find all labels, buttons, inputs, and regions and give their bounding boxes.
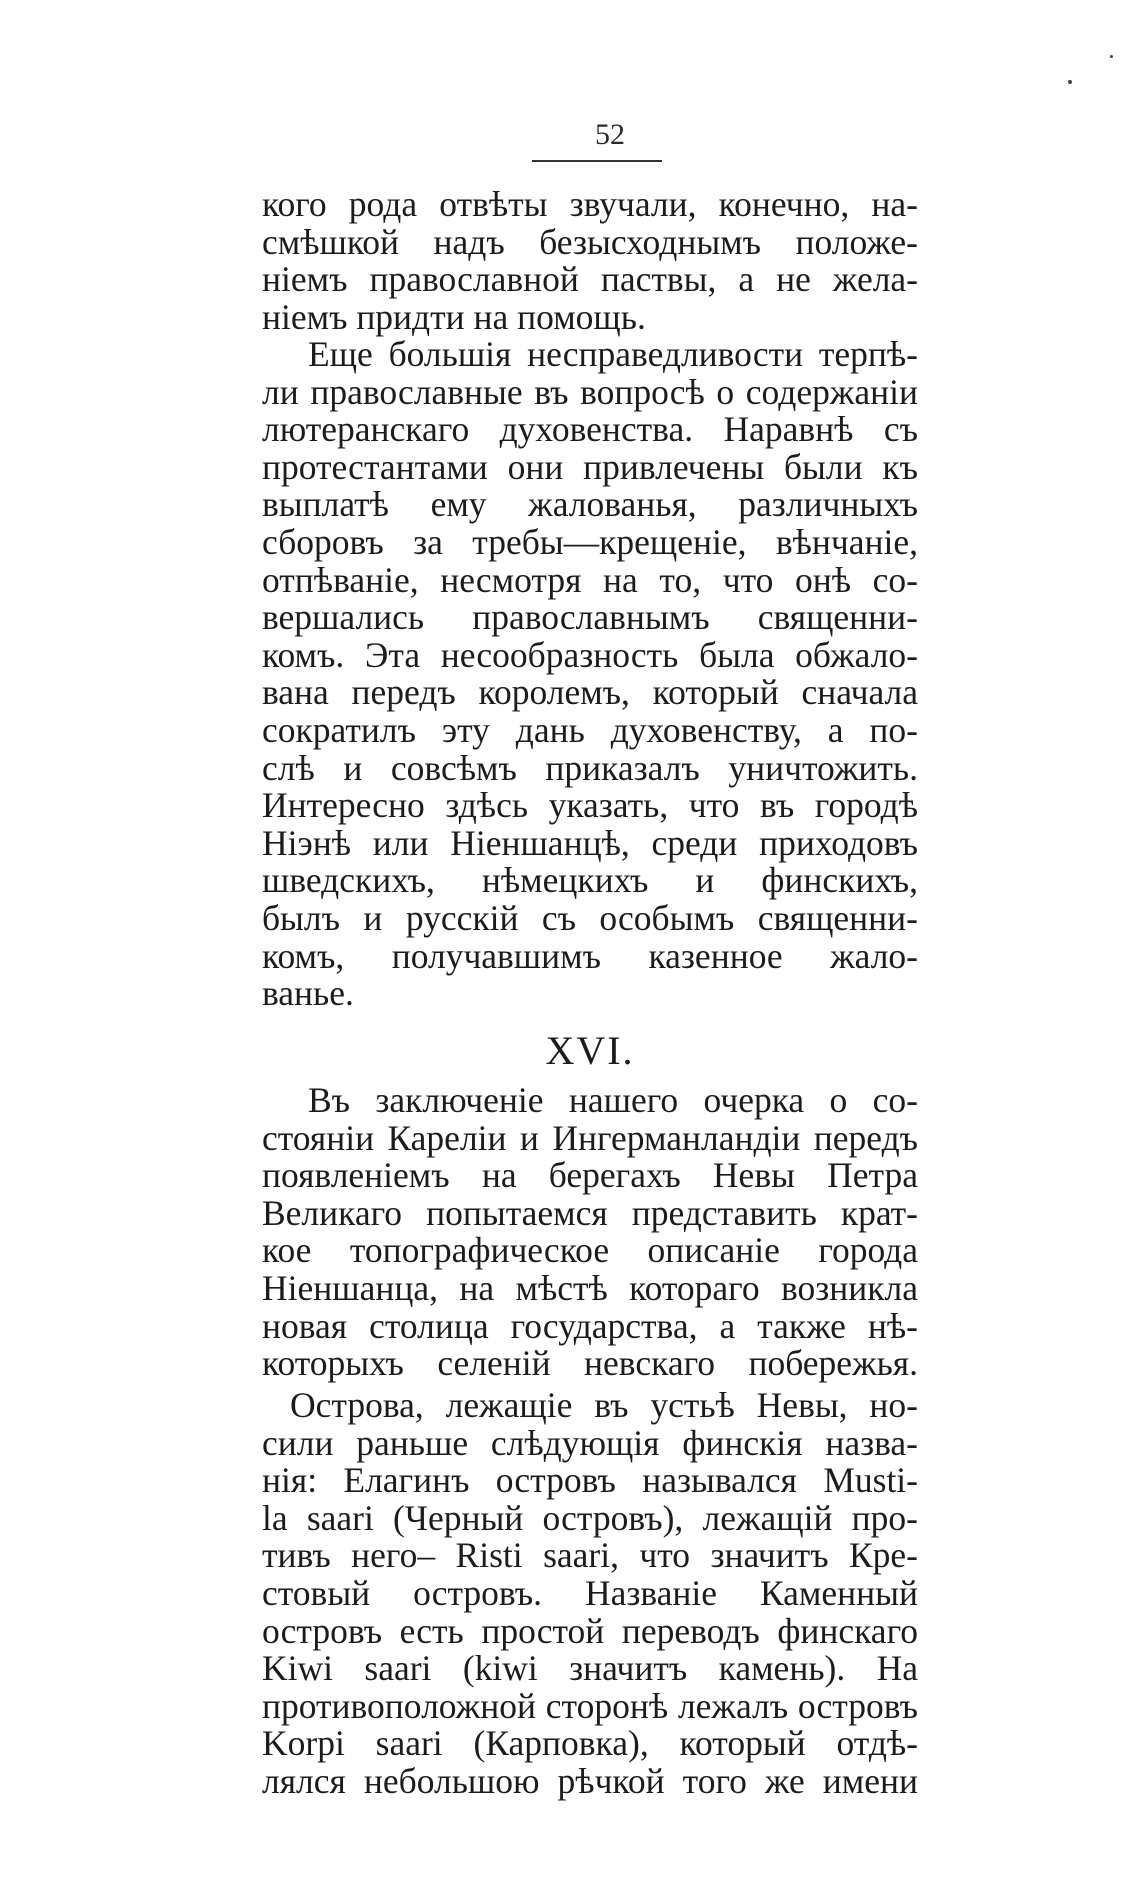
text-line: смѣшкой надъ безысходнымъ положе-: [262, 221, 918, 262]
text-line: кого рода отвѣты звучали, конечно, на-: [262, 184, 918, 224]
text-line: Еще большія несправедливости терпѣ-: [308, 334, 918, 374]
paragraph-continuation: [262, 186, 918, 336]
section-heading: XVI.: [545, 1028, 635, 1073]
text-line: Острова, лежащіе въ устьѣ Невы, но-: [290, 1385, 918, 1425]
text-line: островъ есть простой переводъ финскаго: [262, 1610, 918, 1651]
text-line: шведскихъ, нѣмецкихъ и финскихъ,: [262, 860, 918, 901]
text-line: нія: Елагинъ островъ назывался Musti-: [262, 1460, 918, 1501]
paragraph-lutheran-clergy: [262, 336, 918, 1013]
page-number: 52: [595, 118, 625, 151]
text-line: ванье.: [262, 973, 354, 1014]
text-line: кое топографическое описаніе города: [262, 1230, 918, 1271]
text-line: Ніэнѣ или Ніеншанцѣ, среди приходовъ: [262, 822, 918, 863]
text-line: Въ заключеніе нашего очерка о со-: [308, 1080, 918, 1120]
scan-speck: [1068, 80, 1072, 84]
text-line: вана передъ королемъ, который сначала: [262, 672, 918, 713]
text-line: комъ, получавшимъ казенное жало-: [262, 935, 918, 976]
text-line: вершались православнымъ священни-: [262, 597, 918, 638]
text-line: протестантами они привлечены были къ: [262, 446, 918, 487]
scan-speck: [1110, 55, 1113, 58]
text-line: la saari (Черный островъ), лежащій про-: [262, 1497, 918, 1538]
text-line: отпѣваніе, несмотря на то, что онѣ со-: [262, 559, 918, 600]
text-line: Интересно здѣсь указать, что въ городѣ: [262, 785, 918, 826]
text-line: Korpi saari (Карповка), который отдѣ-: [262, 1723, 918, 1764]
text-line: комъ. Эта несообразность была обжало-: [262, 634, 918, 675]
text-line: тивъ него– Risti saari, что значитъ Кре-: [262, 1535, 918, 1576]
text-line: слѣ и совсѣмъ приказалъ уничтожить.: [262, 747, 918, 788]
text-line: выплатѣ ему жалованья, различныхъ: [262, 484, 918, 525]
text-line: противоположной сторонѣ лежалъ островъ: [262, 1685, 918, 1726]
text-line: которыхъ селеній невскаго побережья.: [262, 1343, 918, 1384]
text-line: лютеранскаго духовенства. Наравнѣ съ: [262, 409, 918, 450]
text-line: ли православные въ вопросѣ о содержаніи: [262, 371, 918, 412]
text-line: сократилъ эту дань духовенству, а по-: [262, 709, 918, 750]
page-number-rule: [532, 160, 662, 162]
text-line: сили раньше слѣдующія финскія назва-: [262, 1422, 918, 1463]
text-line: былъ и русскій съ особымъ священни-: [262, 897, 918, 938]
text-line: стовый островъ. Названіе Каменный: [262, 1572, 918, 1613]
text-line: Kiwi saari (kiwi значитъ камень). На: [262, 1648, 918, 1689]
paragraph-conclusion-intro: [262, 1082, 918, 1383]
text-line: Ніеншанца, на мѣстѣ котораго возникла: [262, 1267, 918, 1308]
paragraph-islands: [262, 1387, 918, 1801]
text-line: сборовъ за требы—крещеніе, вѣнчаніе,: [262, 521, 918, 562]
text-line: стояніи Кареліи и Ингерманландіи передъ: [262, 1117, 918, 1158]
text-line: ніемъ придти на помощь.: [262, 296, 646, 337]
text-line: лялся небольшою рѣчкой того же имени: [262, 1760, 918, 1801]
text-line: новая столица государства, а также нѣ-: [262, 1305, 918, 1346]
text-line: ніемъ православной паствы, а не жела-: [262, 259, 918, 300]
text-line: Великаго попытаемся представить крат-: [262, 1192, 918, 1233]
text-line: появленіемъ на берегахъ Невы Петра: [262, 1155, 918, 1196]
